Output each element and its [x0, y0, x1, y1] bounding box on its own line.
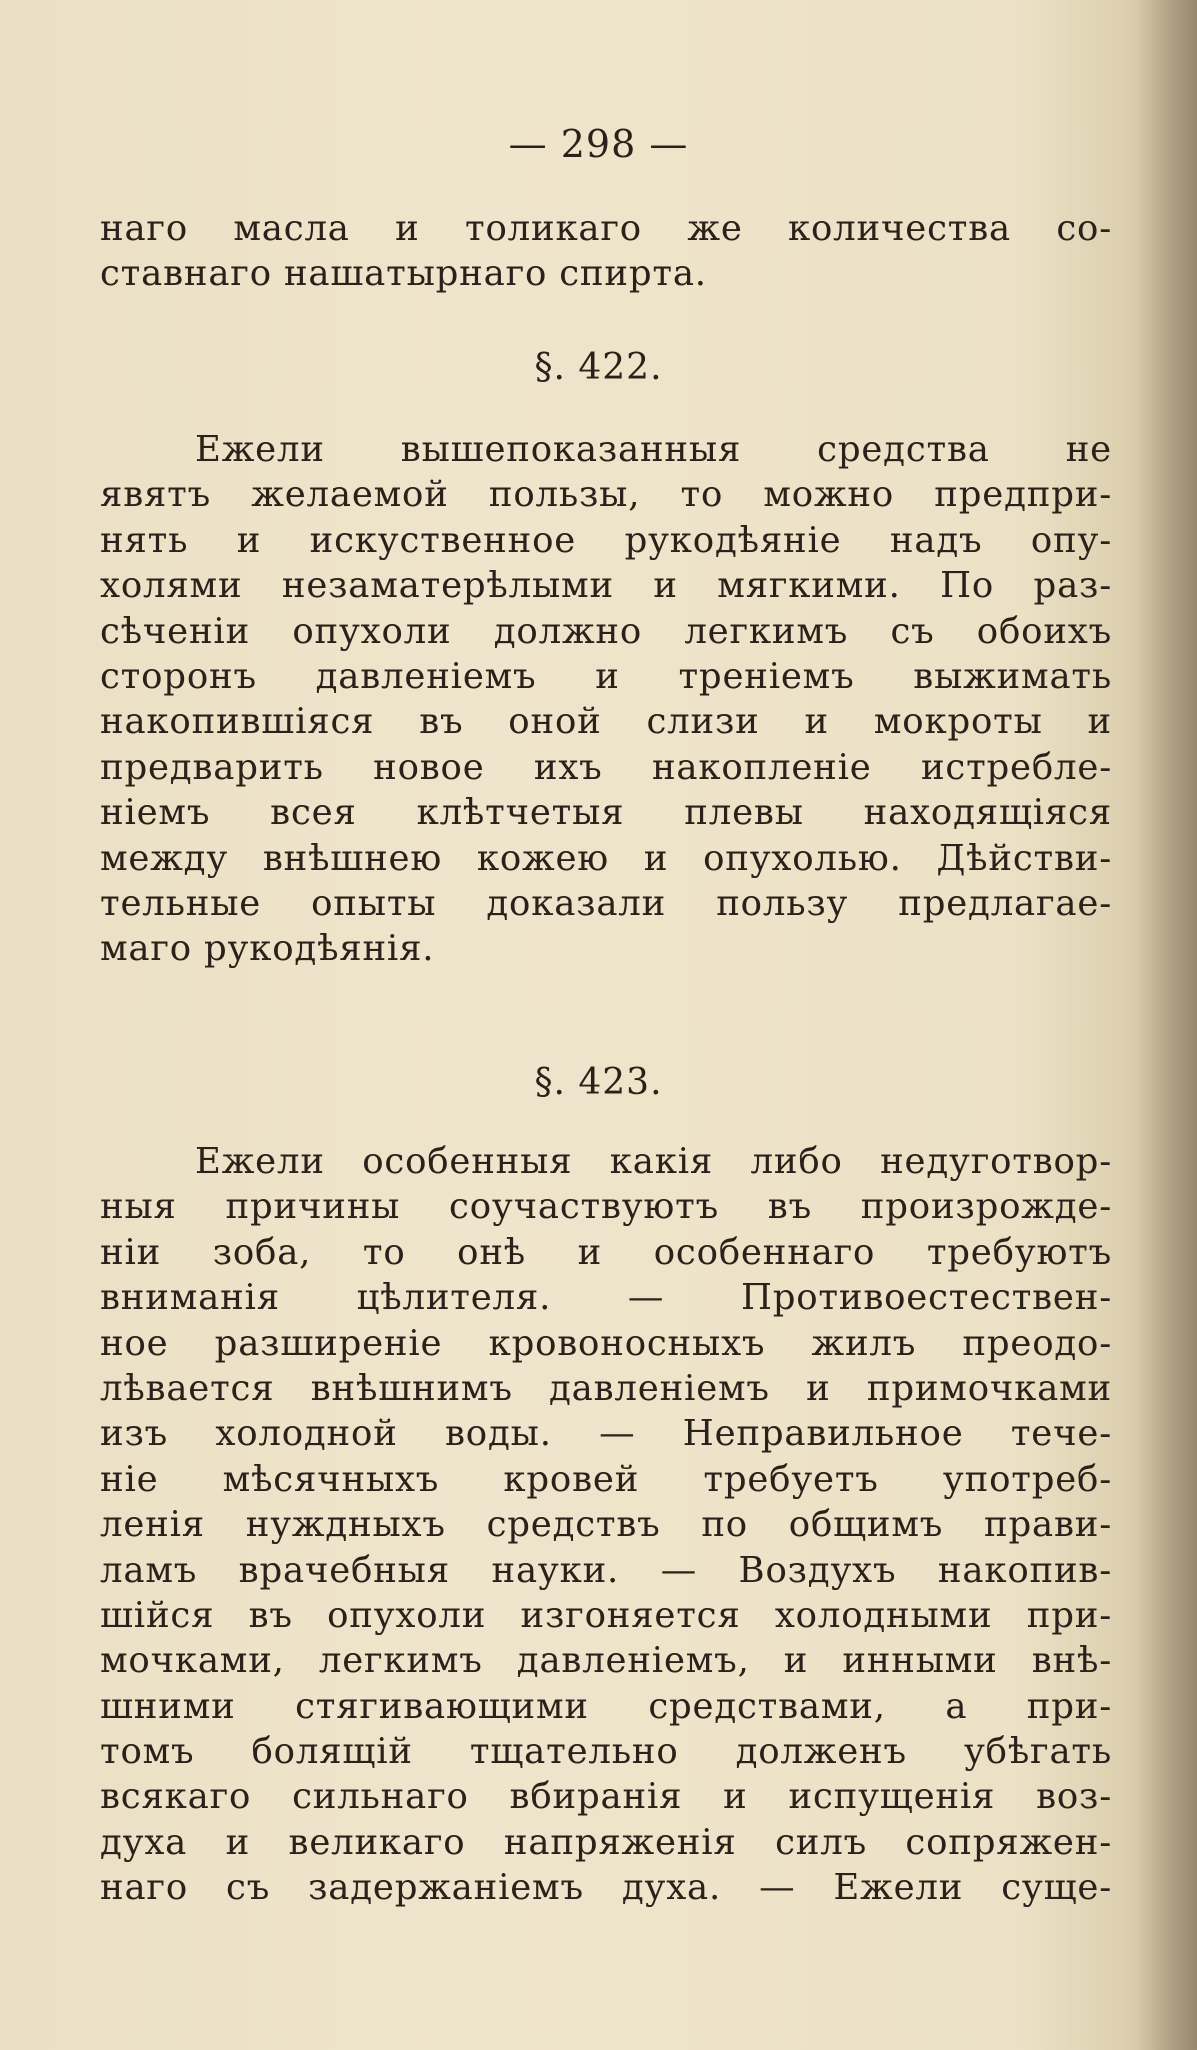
text-line: ламъ врачебныя науки. — Воздухъ накопив- [100, 1549, 1112, 1591]
text-line: ленія нуждныхъ средствъ по общимъ прави- [100, 1504, 1112, 1546]
text-line: маго рукодѣянія. [100, 928, 435, 970]
text-line: ніе мѣсячныхъ кровей требуетъ употреб- [100, 1458, 1112, 1500]
text-line: всякаго сильнаго вбиранія и испущенія воз- [100, 1776, 1112, 1818]
text-line: сторонъ давленіемъ и треніемъ выжимать [100, 655, 1112, 697]
page-edge-shadow [1137, 0, 1197, 2050]
text-line: томъ болящій тщательно долженъ убѣгать [100, 1731, 1112, 1773]
text-line: тельные опыты доказали пользу предлагае- [100, 882, 1112, 924]
text-line: шійся въ опухоли изгоняется холодными при- [100, 1594, 1112, 1636]
section-423-heading: §. 423. [534, 1062, 663, 1103]
section-423-paragraph [100, 1139, 1112, 1911]
text-line: ныя причины соучаствуютъ въ произрожде- [100, 1186, 1112, 1228]
section-422-heading: §. 422. [534, 347, 663, 388]
text-line: ніемъ всея клѣтчетыя плевы находящіяся [100, 792, 1112, 834]
text-line: между внѣшнею кожею и опухолью. Дѣйстви- [100, 837, 1112, 879]
continuation-paragraph [100, 206, 1112, 297]
text-line: ное разширеніе кровоносныхъ жилъ преодо- [100, 1322, 1112, 1364]
text-line: нять и искуственное рукодѣяніе надъ опу- [100, 519, 1112, 561]
text-line: изъ холодной воды. — Неправильное тече- [100, 1413, 1112, 1455]
text-line: Ежели особенныя какія либо недуготвор- [195, 1141, 1112, 1182]
text-line: явятъ желаемой пользы, то можно предпри- [100, 474, 1112, 516]
text-line: вниманія цѣлителя. — Противоестествен- [100, 1277, 1112, 1319]
text-line: духа и великаго напряженія силъ сопряжен- [100, 1821, 1112, 1863]
text-line: шними стягивающими средствами, а при- [100, 1685, 1112, 1727]
text-line: Ежели вышепоказанныя средства не [195, 429, 1112, 470]
text-line: мочками, легкимъ давленіемъ, и инными внѣ- [100, 1640, 1112, 1682]
text-line: холями незаматерѣлыми и мягкими. По раз- [100, 565, 1112, 607]
text-line: предварить новое ихъ накопленіе истребле- [100, 746, 1112, 788]
page-number: — 298 — [508, 122, 689, 166]
section-422-paragraph [100, 427, 1112, 972]
text-line: лѣвается внѣшнимъ давленіемъ и примочками [100, 1367, 1112, 1409]
text-line: накопившіяся въ оной слизи и мокроты и [100, 701, 1112, 743]
text-line: сѣченіи опухоли должно легкимъ съ обоихъ [100, 610, 1112, 652]
text-line: ставнаго нашатырнаго спирта. [100, 253, 707, 295]
text-line: наго масла и толикаго же количества со- [100, 208, 1112, 249]
text-line: ніи зоба, то онѣ и особеннаго требуютъ [100, 1231, 1112, 1273]
text-line: наго съ задержаніемъ духа. — Ежели суще- [100, 1867, 1112, 1909]
